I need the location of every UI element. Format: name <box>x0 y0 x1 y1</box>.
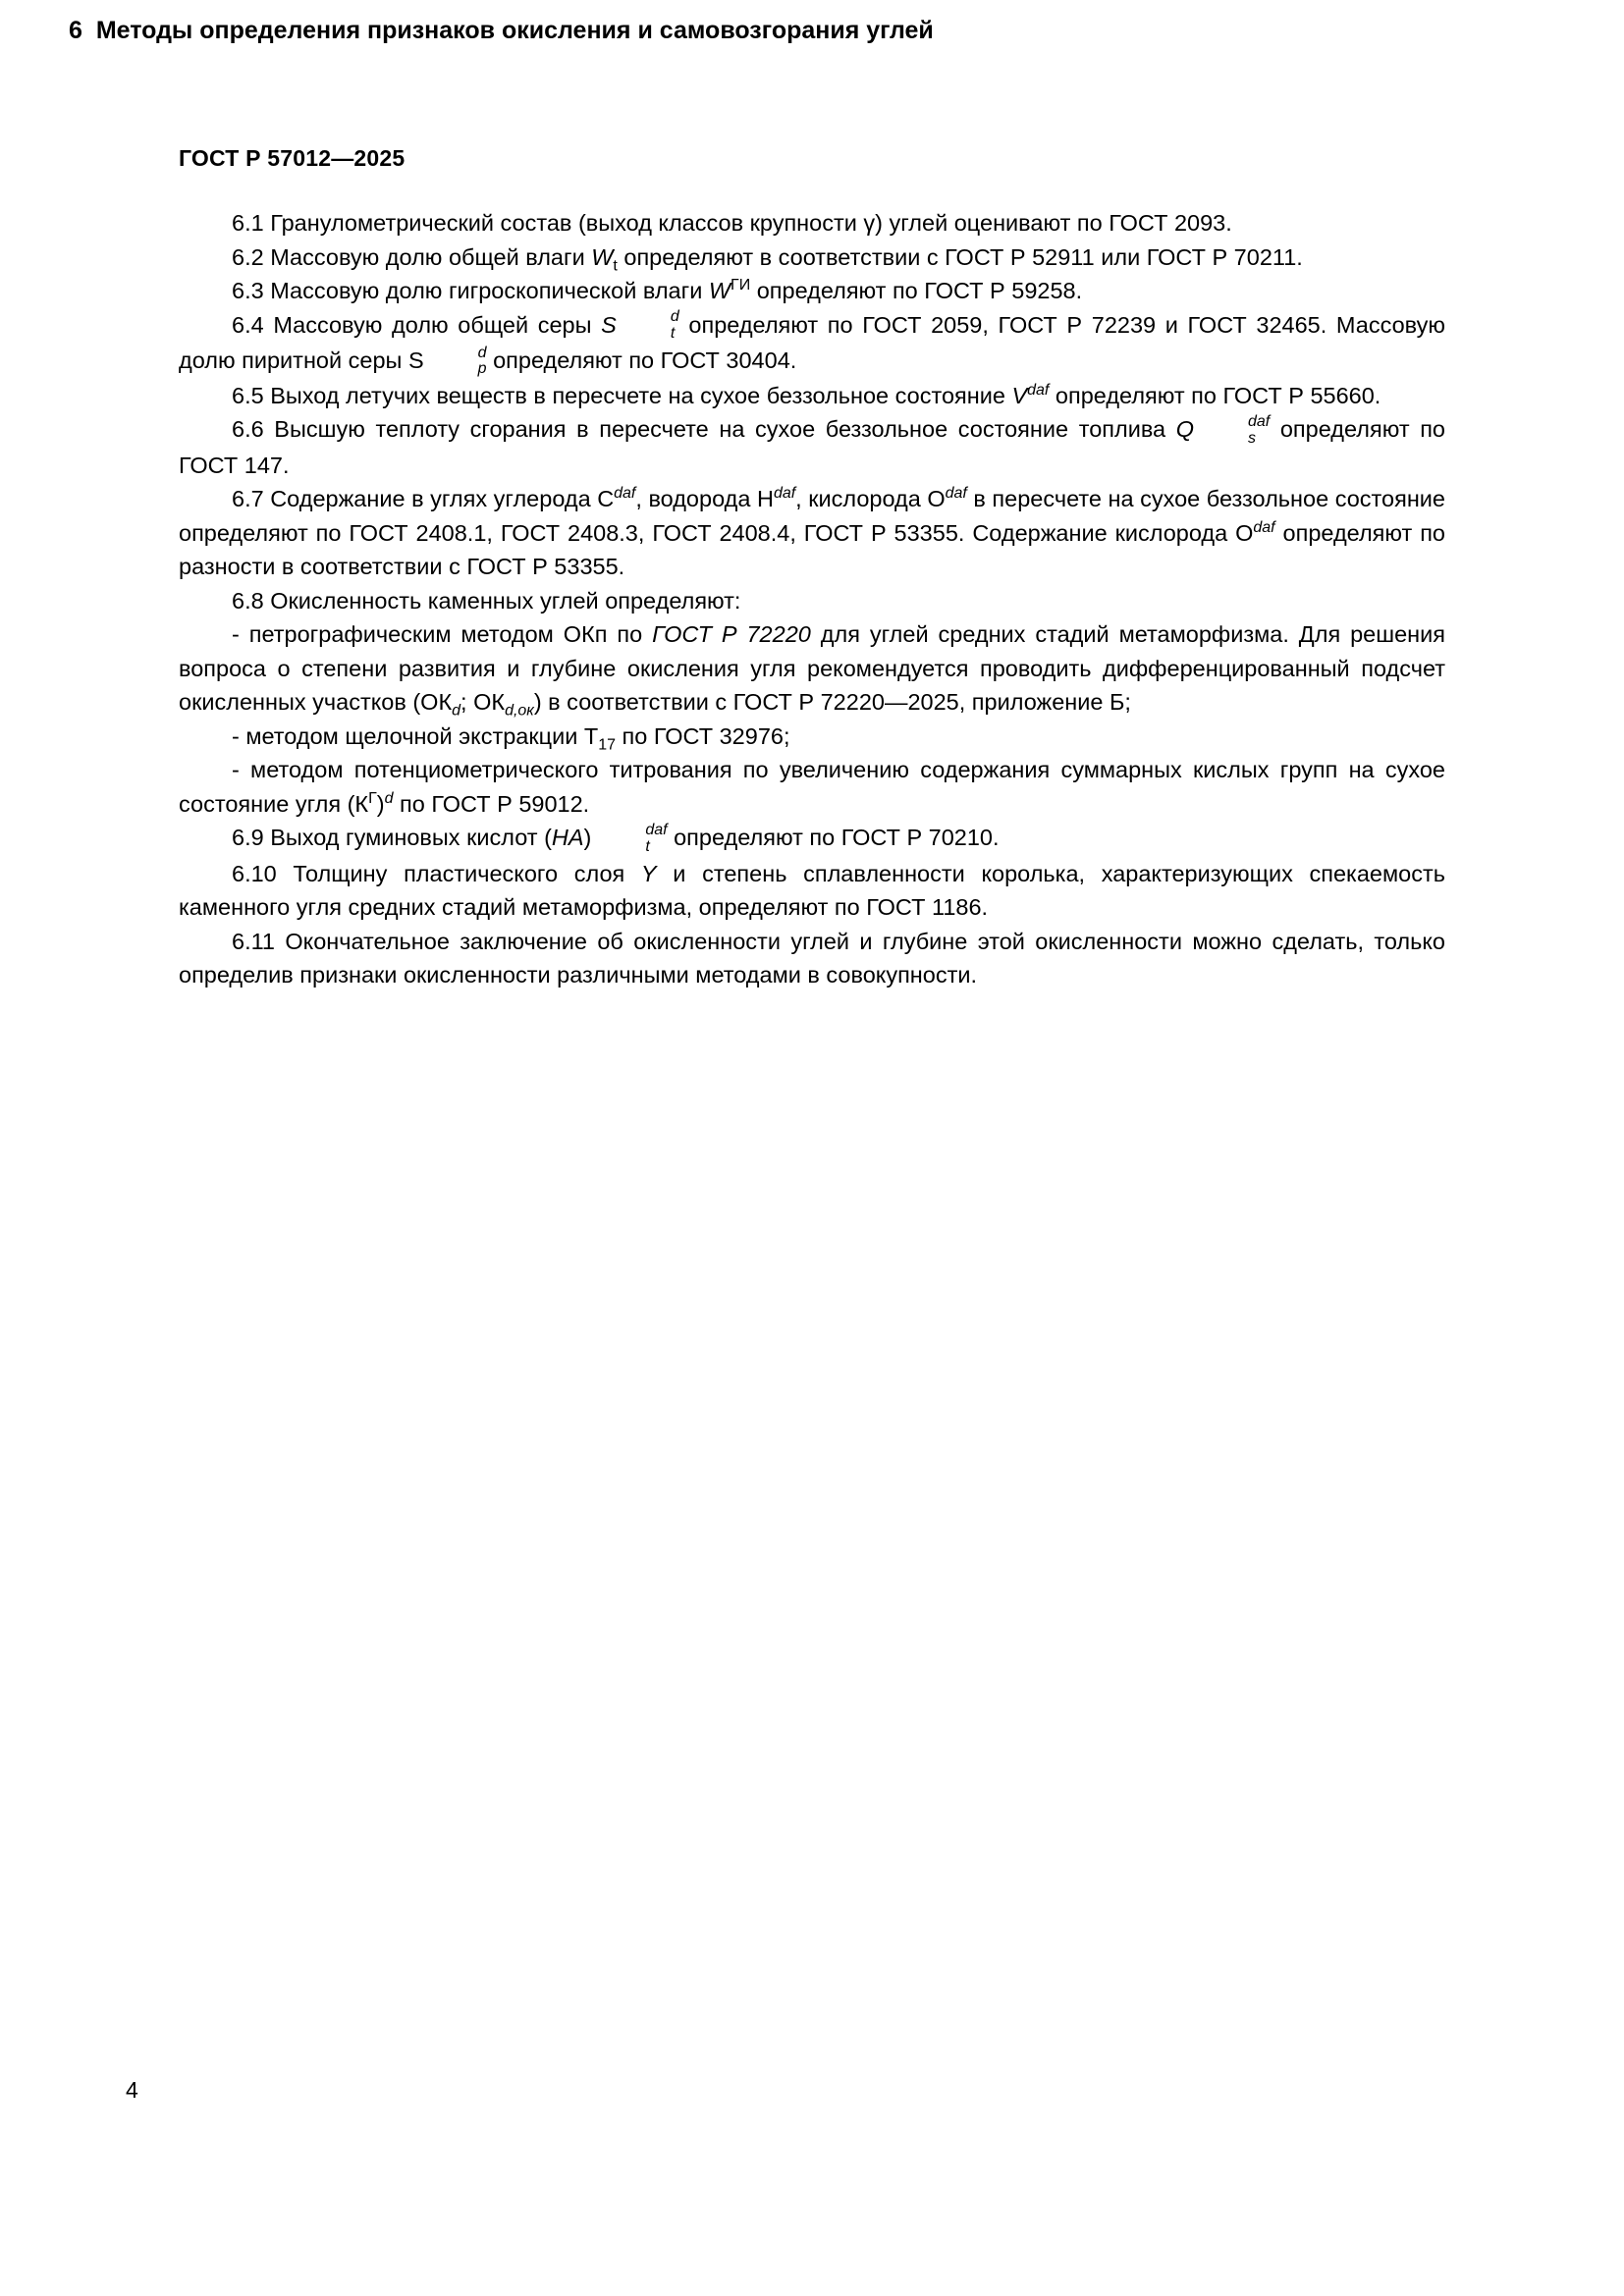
symbol-s-p-indices <box>425 344 487 379</box>
clause-6-2 <box>179 240 1445 275</box>
clause-6-7-mid1: , водорода H <box>635 486 774 512</box>
symbol-v-sup: daf <box>1027 382 1050 400</box>
clause-6-8a-mid2: ; ОК <box>460 689 506 716</box>
symbol-s-t-sup: d <box>670 308 679 326</box>
clause-6-1-post: ) углей оценивают по ГОСТ 2093. <box>875 210 1232 236</box>
section-number: 6 <box>69 17 82 44</box>
clause-6-4: 6.4 Массовую долю общей серы S d t определяют по ГОСТ 2059, ГОСТ Р 72239 и ГОСТ 32465. Массовую долю пиритной серы S d p определяют по ГОСТ 30404. <box>179 308 1446 378</box>
clause-6-8b-pre: - методом щелочной экстракции Т <box>232 722 599 749</box>
clause-6-7-post: определяют по разности в соответствии с ГОСТ Р 53355. <box>179 519 1445 580</box>
symbol-o-sup: daf <box>945 485 967 503</box>
symbol-s-p-sup: d <box>477 344 487 361</box>
clause-6-8a-mid: для углей средних стадий метаморфизма. Для решения вопроса о степени развития и глубине окисления угля рекомендуется проводить дифференцированный подсчет окисленных участков (ОК <box>179 621 1445 716</box>
document-body <box>179 206 1445 992</box>
page-number: 4 <box>126 2077 138 2103</box>
symbol-ok-sub-dok: d,ок <box>505 703 534 721</box>
symbol-ok-sub-d: d <box>452 703 461 721</box>
clause-6-8-item-a <box>179 617 1445 720</box>
symbol-v: V <box>1011 382 1028 408</box>
clause-6-2-post: определяют в соответствии с ГОСТ Р 52911 или ГОСТ Р 70211. <box>617 243 1303 270</box>
clause-6-8a-pre: - петрографическим методом ОКп по <box>232 621 653 648</box>
symbol-w-gi: W <box>708 278 731 304</box>
page-header: ГОСТ Р 57012—2025 <box>179 145 406 171</box>
clause-6-1-pre: 6.1 Гранулометрический состав (выход классов крупности <box>232 210 864 236</box>
clause-6-8c-post: по ГОСТ Р 59012. <box>393 790 590 817</box>
symbol-k-sup-d: d <box>384 790 394 808</box>
symbol-q: Q <box>1175 416 1195 443</box>
symbol-q-sup: daf <box>1248 413 1271 431</box>
clause-6-7-mid3: в пересчете на сухое беззольное состояние определяют по ГОСТ 2408.1, ГОСТ 2408.3, ГОСТ 2408.4, ГОСТ Р 53355. Содержание кислорода O <box>179 486 1445 546</box>
clause-6-9-mid: ) <box>583 825 592 851</box>
symbol-s-t-indices <box>618 308 679 344</box>
symbol-ha-indices <box>592 822 668 857</box>
symbol-h-sup: daf <box>773 485 796 503</box>
clause-6-6 <box>179 412 1445 482</box>
symbol-ha-sub: t <box>645 838 650 856</box>
clause-6-3-pre: 6.3 Массовую долю гигроскопической влаги <box>232 278 709 304</box>
clause-6-8-item-b <box>179 720 1445 754</box>
symbol-s-t-sub: t <box>670 325 676 343</box>
symbol-q-sub: s <box>1248 430 1257 448</box>
clause-6-8b-post: по ГОСТ 32976; <box>616 722 790 749</box>
clause-6-7-pre: 6.7 Содержание в углях углерода C <box>232 486 615 512</box>
clause-6-5-post: определяют по ГОСТ Р 55660. <box>1049 382 1381 408</box>
clause-6-7-mid2: , кислорода O <box>795 486 946 512</box>
section-title-text: Методы определения признаков окисления и самовозгорания углей <box>95 17 934 44</box>
clause-6-7 <box>179 482 1445 584</box>
clause-6-6-pre: 6.6 Высшую теплоту сгорания в пересчете на сухое беззольное состояние топлива <box>232 416 1176 443</box>
clause-6-8: 6.8 Окисленность каменных углей определяют: <box>232 587 741 614</box>
clause-6-10-pre: 6.10 Толщину пластического слоя <box>232 860 641 886</box>
clause-6-8-item-c <box>179 753 1445 821</box>
clause-6-8c-pre: - методом потенциометрического титрования по увеличению содержания суммарных кислых групп на сухое состояние угля (К <box>179 757 1445 817</box>
symbol-w-gi-sup: ГИ <box>731 277 751 294</box>
clause-6-8c-mid: ) <box>376 790 385 817</box>
clause-6-2-pre: 6.2 Массовую долю общей влаги <box>232 243 592 270</box>
clause-6-4-mid: определяют по ГОСТ 2059, ГОСТ Р 72239 и ГОСТ 32465. Массовую долю пиритной серы <box>179 311 1446 373</box>
symbol-k-sup-g: Г <box>368 790 377 808</box>
clause-6-5-pre: 6.5 Выход летучих веществ в пересчете на сухое беззольное состояние <box>232 382 1012 408</box>
clause-6-9-pre: 6.9 Выход гуминовых кислот ( <box>232 825 552 851</box>
symbol-w-sub: t <box>613 257 618 275</box>
clause-6-4-pre: 6.4 Массовую долю общей серы <box>232 311 602 338</box>
clause-6-1 <box>179 206 1445 240</box>
symbol-c-sup: daf <box>614 485 636 503</box>
symbol-w: W <box>591 243 614 270</box>
clause-6-11: 6.11 Окончательное заключение об окисленности углей и глубине этой окисленности можно сделать, только определив признаки окисленности различными методами в совокупности. <box>179 928 1445 988</box>
symbol-y: Y <box>640 860 657 886</box>
symbol-ha-sup: daf <box>645 822 668 839</box>
symbol-o-sup-2: daf <box>1253 518 1275 536</box>
gamma-symbol: γ <box>863 210 876 236</box>
clause-6-3 <box>179 274 1445 308</box>
clause-6-10 <box>179 857 1445 925</box>
clause-6-5 <box>179 379 1445 413</box>
symbol-t-sub: 17 <box>598 736 616 754</box>
clause-6-4-post: определяют по ГОСТ 30404. <box>486 347 797 373</box>
clause-6-10-post: и степень сплавленности королька, характеризующих спекаемость каменного угля средних стадий метаморфизма, определяют по ГОСТ 1186. <box>179 860 1445 921</box>
symbol-ha: HA <box>551 825 584 851</box>
clause-6-9-post: определяют по ГОСТ Р 70210. <box>667 825 1000 851</box>
clause-6-3-post: определяют по ГОСТ Р 59258. <box>750 278 1083 304</box>
symbol-s-p-sub: p <box>477 360 487 378</box>
section-heading <box>69 15 1624 47</box>
clause-6-8a-post: ) в соответствии с ГОСТ Р 72220—2025, приложение Б; <box>533 689 1131 716</box>
symbol-q-indices <box>1195 413 1271 449</box>
clause-6-9 <box>179 821 1445 856</box>
reference-gost-72220: ГОСТ Р 72220 <box>652 621 811 648</box>
symbol-s-t: S <box>601 311 617 338</box>
clause-6-6-post: определяют по ГОСТ 147. <box>179 416 1445 478</box>
